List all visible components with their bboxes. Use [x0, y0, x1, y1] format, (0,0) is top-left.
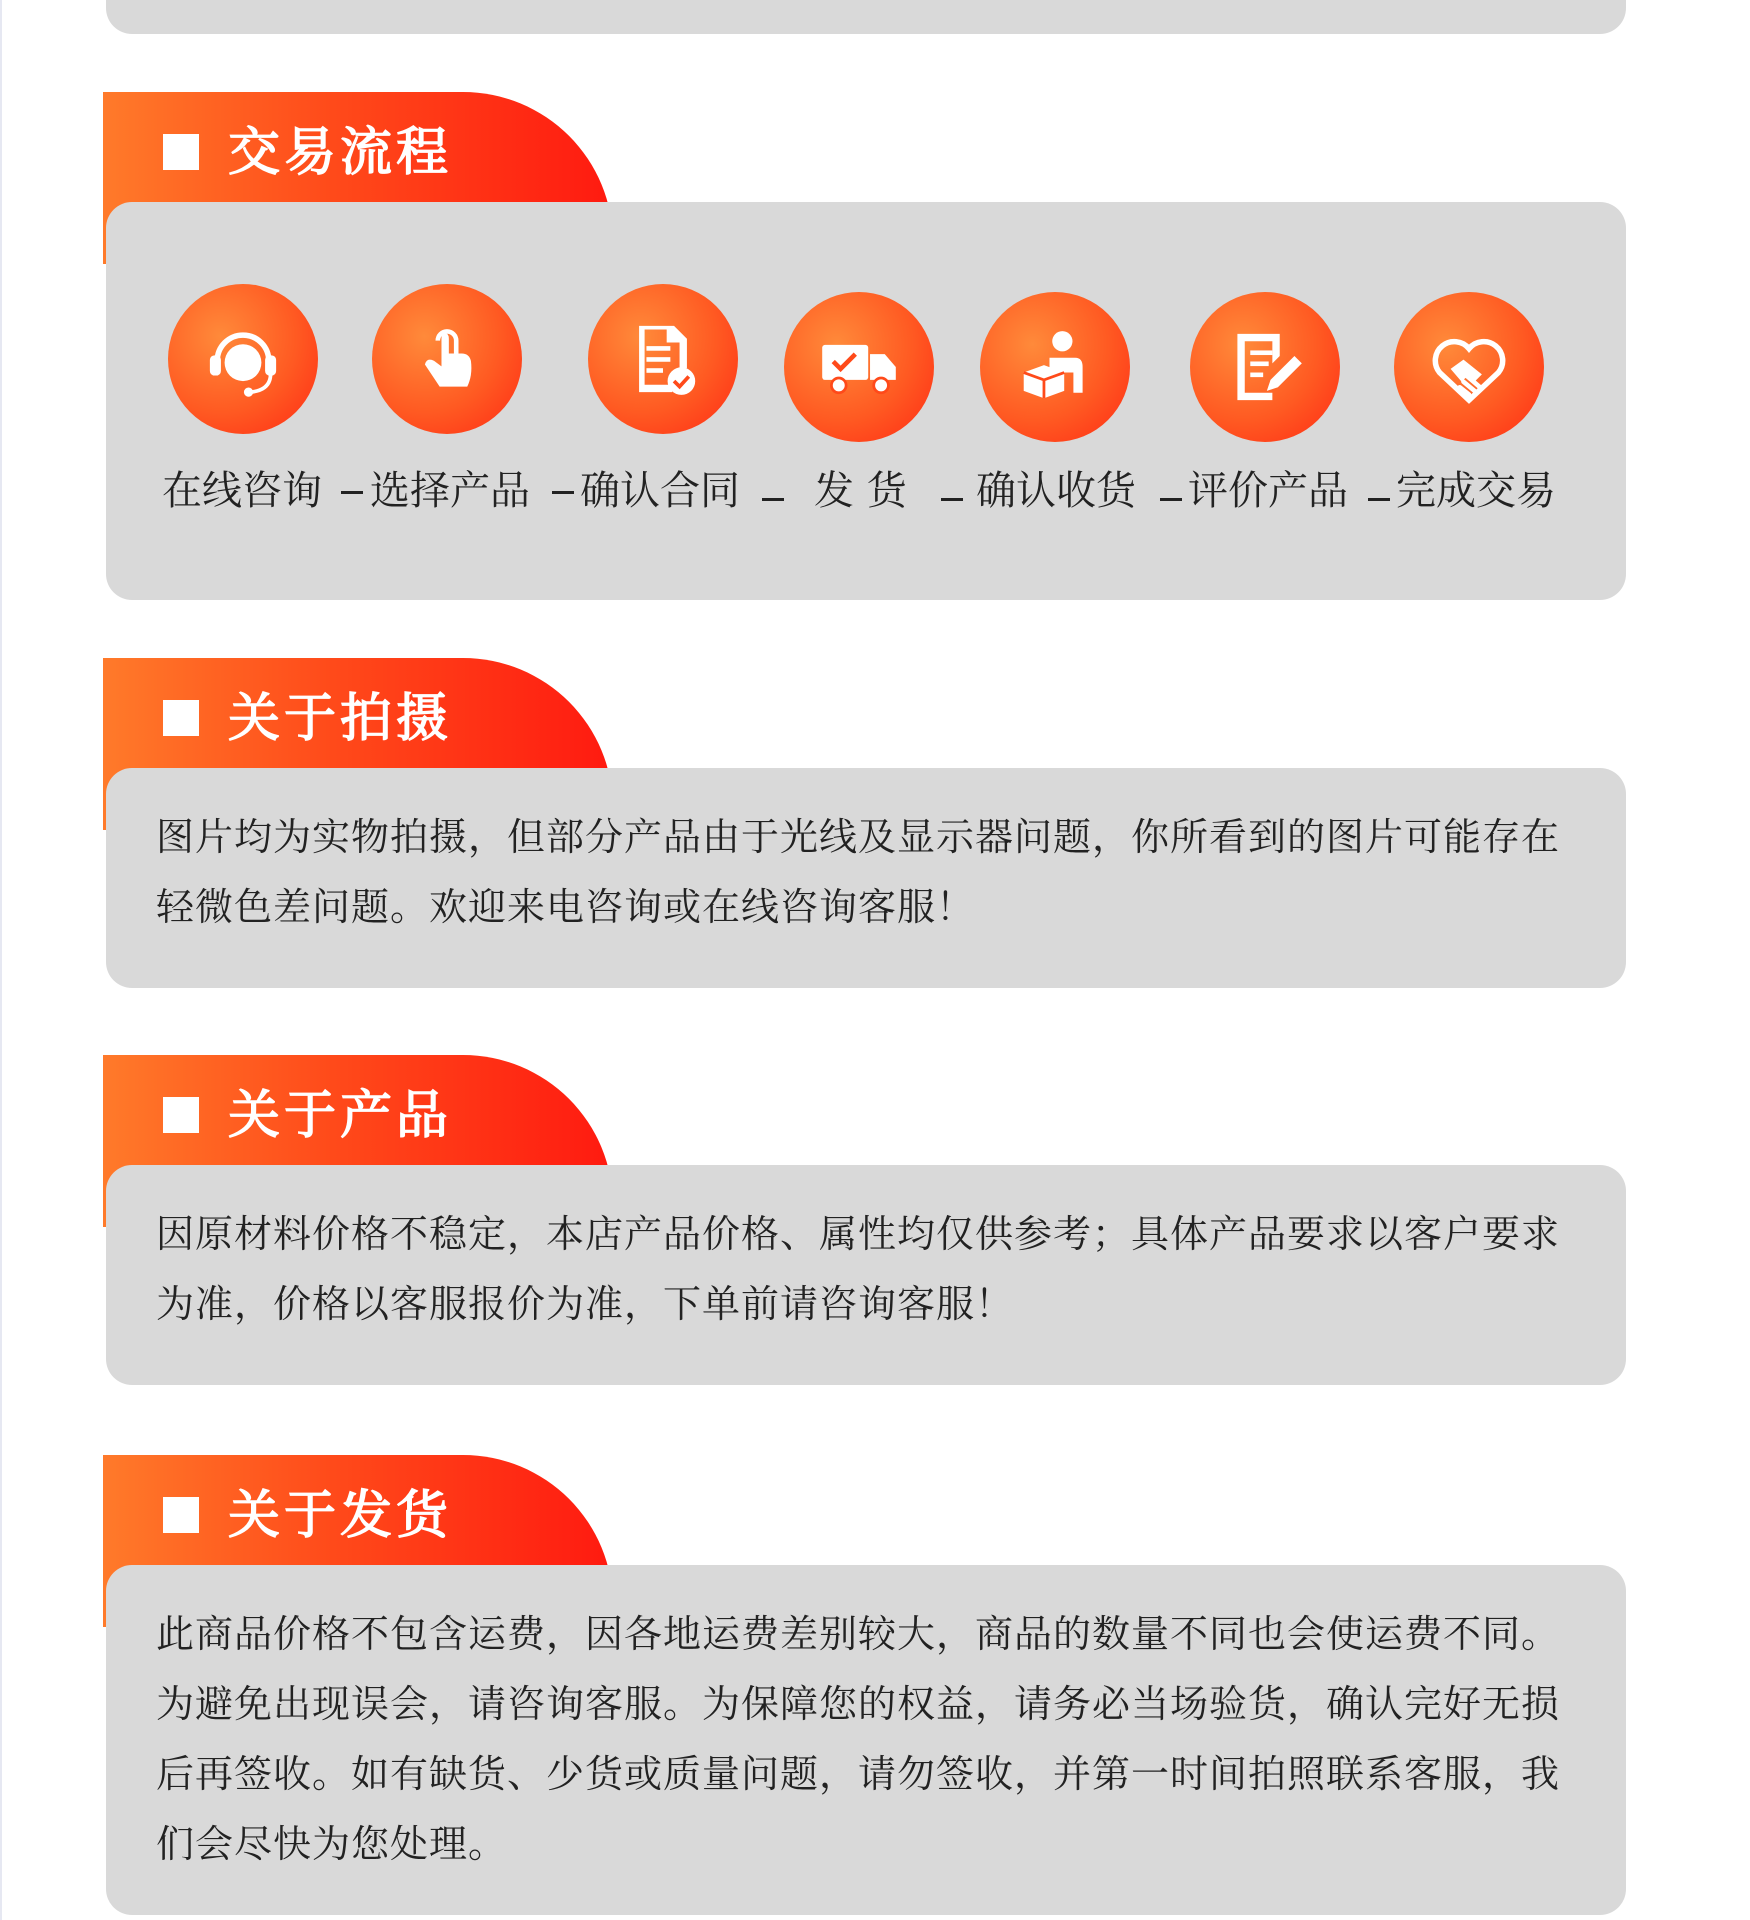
review-pen-icon — [1190, 292, 1340, 442]
section-about-products — [103, 1055, 1628, 1385]
contract-check-icon — [588, 284, 738, 434]
section-trade-process — [103, 92, 1628, 600]
delivery-truck-icon — [784, 292, 934, 442]
person-receiving-box-icon — [980, 292, 1130, 442]
process-steps — [106, 202, 1626, 600]
section-about-photos — [103, 658, 1628, 988]
step-label-contract: 确认合同 — [580, 468, 740, 514]
headset-agent-icon — [168, 284, 318, 434]
section-title: 关于产品 — [228, 1086, 453, 1146]
info-card — [106, 1565, 1626, 1915]
section-title: 关于发货 — [228, 1486, 453, 1546]
section-title: 交易流程 — [228, 123, 453, 183]
step-connector — [1160, 498, 1182, 501]
info-card — [106, 1165, 1626, 1385]
square-bullet-icon — [163, 1097, 199, 1133]
step-connector — [552, 491, 574, 494]
handshake-heart-icon — [1394, 292, 1544, 442]
hand-pointer-icon — [372, 284, 522, 434]
square-bullet-icon — [163, 1497, 199, 1533]
step-label-complete: 完成交易 — [1396, 468, 1556, 514]
step-label-select: 选择产品 — [370, 468, 530, 514]
process-card — [106, 202, 1626, 600]
left-edge-line — [0, 0, 2, 1920]
step-label-receive: 确认收货 — [976, 468, 1136, 514]
step-connector — [762, 498, 784, 501]
step-label-consult: 在线咨询 — [162, 468, 322, 514]
step-label-ship: 发 货 — [814, 468, 907, 514]
info-card — [106, 768, 1626, 988]
section-body-text: 因原材料价格不稳定，本店产品价格、属性均仅供参考；具体产品要求以客户要求为准，价格以客服报价为准，下单前请咨询客服！ — [156, 1212, 1561, 1326]
section-title: 关于拍摄 — [228, 689, 453, 749]
step-connector — [941, 498, 963, 501]
step-connector — [341, 491, 363, 494]
previous-card-bottom — [106, 0, 1626, 34]
square-bullet-icon — [163, 134, 199, 170]
square-bullet-icon — [163, 700, 199, 736]
section-body-text: 此商品价格不包含运费，因各地运费差别较大，商品的数量不同也会使运费不同。为避免出现误会，请咨询客服。为保障您的权益，请务必当场验货，确认完好无损后再签收。如有缺货、少货或质量问题，请勿签收，并第一时间拍照联系客服，我们会尽快为您处理。 — [156, 1612, 1561, 1866]
step-connector — [1368, 498, 1390, 501]
section-body-text: 图片均为实物拍摄，但部分产品由于光线及显示器问题，你所看到的图片可能存在轻微色差问题。欢迎来电咨询或在线咨询客服！ — [156, 815, 1561, 929]
step-label-review: 评价产品 — [1188, 468, 1348, 514]
section-about-shipping — [103, 1455, 1628, 1920]
